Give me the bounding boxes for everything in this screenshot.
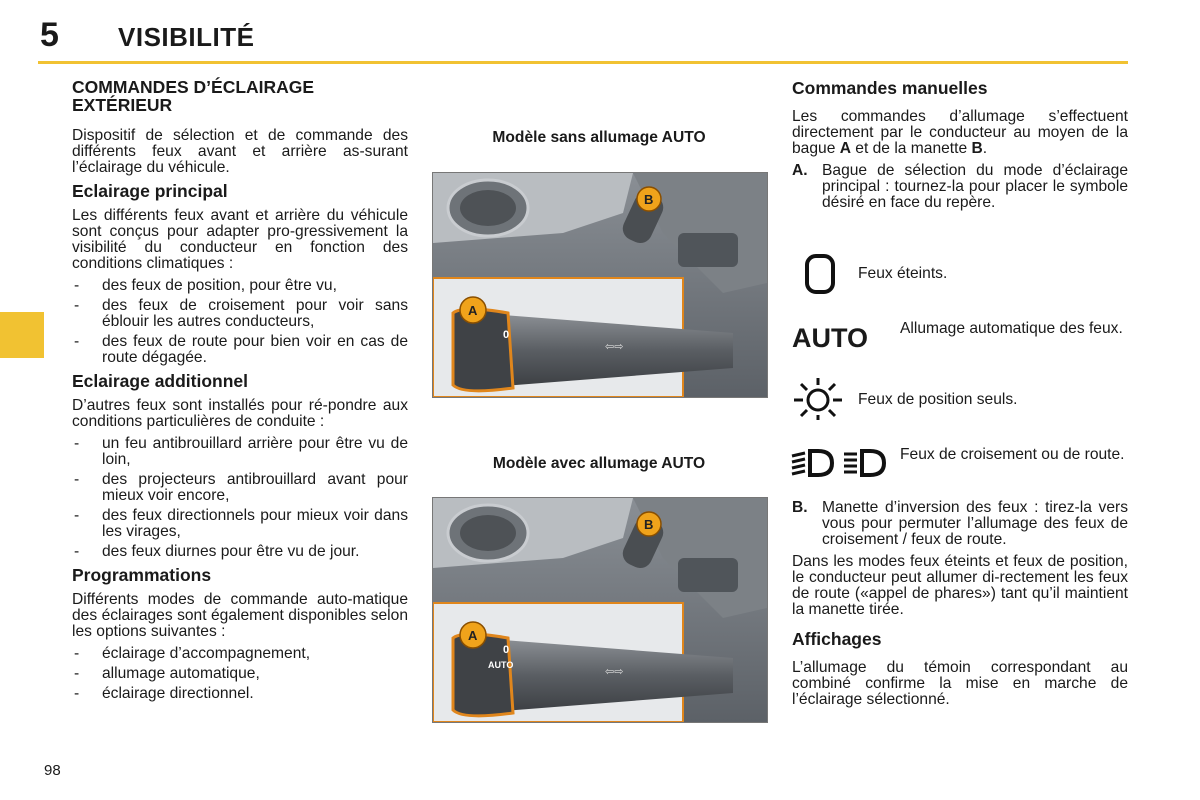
additionnel-list: [72, 436, 408, 560]
item-b-letter: B.: [792, 499, 808, 516]
icon-off-text: Feux éteints.: [858, 265, 948, 282]
stalk-illustration-avec-auto: [432, 497, 768, 723]
stalk-illustration-sans-auto: [432, 172, 768, 398]
icon-row-position: [790, 376, 1130, 420]
programmations-heading: Programmations: [72, 565, 212, 585]
list-item: - des feux de route pour bien voir en cas de route dégagée.: [72, 334, 408, 366]
right-column-top: [792, 79, 1128, 217]
marker-b: B: [644, 192, 654, 207]
list-item: - des feux directionnels pour mieux voir dans les virages,: [72, 508, 408, 540]
manual-text: .: [982, 140, 988, 157]
manual-paragraph: [792, 109, 1128, 157]
chapter-side-tab: [0, 312, 44, 358]
list-item: - des feux de position, pour être vu,: [72, 278, 408, 294]
manual-ref-b: B: [971, 140, 983, 157]
icon-beam-text: Feux de croisement ou de route.: [900, 446, 1125, 463]
additionnel-paragraph: D’autres feux sont installés pour ré-pondre aux conditions particulières de conduite :: [72, 397, 408, 430]
item-b: [792, 500, 1128, 548]
programmations-paragraph: Différents modes de commande auto-matique des éclairages sont également disponibles selon les options suivantes :: [72, 591, 408, 640]
item-a-text: Bague de sélection du mode d’éclairage principal : tournez-la pour placer le symbole désiré en face du repère.: [822, 162, 1128, 211]
icon-auto-text: Allumage automatique des feux.: [900, 320, 1123, 337]
stalk-label-zero: 0: [503, 644, 510, 656]
icon-row-beam: [790, 446, 1130, 482]
high-beam-icon: [842, 448, 888, 482]
header-rule: [38, 61, 1128, 64]
list-item: - un feu antibrouillard arrière pour être vu de loin,: [72, 436, 408, 468]
additionnel-heading: Eclairage additionnel: [72, 371, 249, 391]
affichages-paragraph: L’allumage du témoin correspondant au combiné confirme la mise en marche de l’éclairage sélectionné.: [792, 659, 1128, 708]
marker-b: B: [644, 517, 654, 532]
list-item: - des feux de croisement pour voir sans éblouir les autres conducteurs,: [72, 298, 408, 330]
icon-position-text: Feux de position seuls.: [858, 391, 1018, 408]
auto-symbol-icon: AUTO: [792, 323, 869, 353]
section-title-line2: EXTÉRIEUR: [72, 95, 173, 115]
marker-a: A: [468, 303, 478, 318]
principal-paragraph: Les différents feux avant et arrière du véhicule sont conçus pour adapter pro-gressivement la visibilité du conducteur en fonction des conditions climatiques :: [72, 207, 408, 272]
position-light-icon: [790, 376, 846, 424]
principal-heading: Eclairage principal: [72, 181, 228, 201]
stalk-drawing-1: [433, 173, 767, 397]
page-number: 98: [44, 762, 61, 779]
low-beam-icon: [790, 448, 836, 482]
manual-heading: Commandes manuelles: [792, 78, 988, 98]
figure-caption-avec-auto: Modèle avec allumage AUTO: [492, 455, 706, 472]
chapter-number: 5: [40, 16, 59, 54]
list-item: - allumage automatique,: [72, 666, 408, 682]
stalk-label-zero: 0: [503, 329, 510, 341]
manual-ref-a: A: [839, 140, 851, 157]
item-b-text: Manette d’inversion des feux : tirez-la vers vous pour permuter l’allumage des feux de croisement / feux de route.: [822, 499, 1128, 548]
left-column: [72, 78, 408, 708]
manual-text: et de la manette: [850, 140, 972, 157]
chapter-title: VISIBILITÉ: [118, 22, 255, 52]
zero-ring-icon: [804, 254, 838, 298]
stalk-label-auto: AUTO: [488, 660, 514, 670]
marker-a: A: [468, 628, 478, 643]
list-item: - éclairage d’accompagnement,: [72, 646, 408, 662]
figure-caption-sans-auto: Modèle sans allumage AUTO: [492, 129, 706, 146]
section-title-line1: COMMANDES D’ÉCLAIRAGE: [72, 77, 315, 97]
list-item: - éclairage directionnel.: [72, 686, 408, 702]
intro-paragraph: Dispositif de sélection et de commande des différents feux avant et arrière as-surant l’éclairage du véhicule.: [72, 127, 408, 176]
svg-text:⇦⇨: ⇦⇨: [605, 341, 624, 353]
modes-paragraph: Dans les modes feux éteints et feux de position, le conducteur peut allumer di-rectement les feux de route («appel de phares») tant qu’il maintient la manette tirée.: [792, 553, 1128, 618]
right-column-bottom: [792, 500, 1128, 714]
list-item: - des projecteurs antibrouillard avant pour mieux voir encore,: [72, 472, 408, 504]
icon-row-auto: [790, 320, 1130, 356]
item-a: [792, 163, 1128, 211]
principal-list: [72, 278, 408, 366]
item-a-letter: A.: [792, 162, 808, 179]
list-item: - des feux diurnes pour être vu de jour.: [72, 544, 408, 560]
svg-text:⇦⇨: ⇦⇨: [605, 666, 624, 678]
stalk-drawing-2: [433, 498, 767, 722]
affichages-heading: Affichages: [792, 629, 882, 649]
icon-row-off: [790, 254, 1130, 294]
programmations-list: [72, 646, 408, 702]
manual-text: Les commandes d’allumage s’effectuent directement par le conducteur au moyen de la bague: [792, 108, 1128, 157]
